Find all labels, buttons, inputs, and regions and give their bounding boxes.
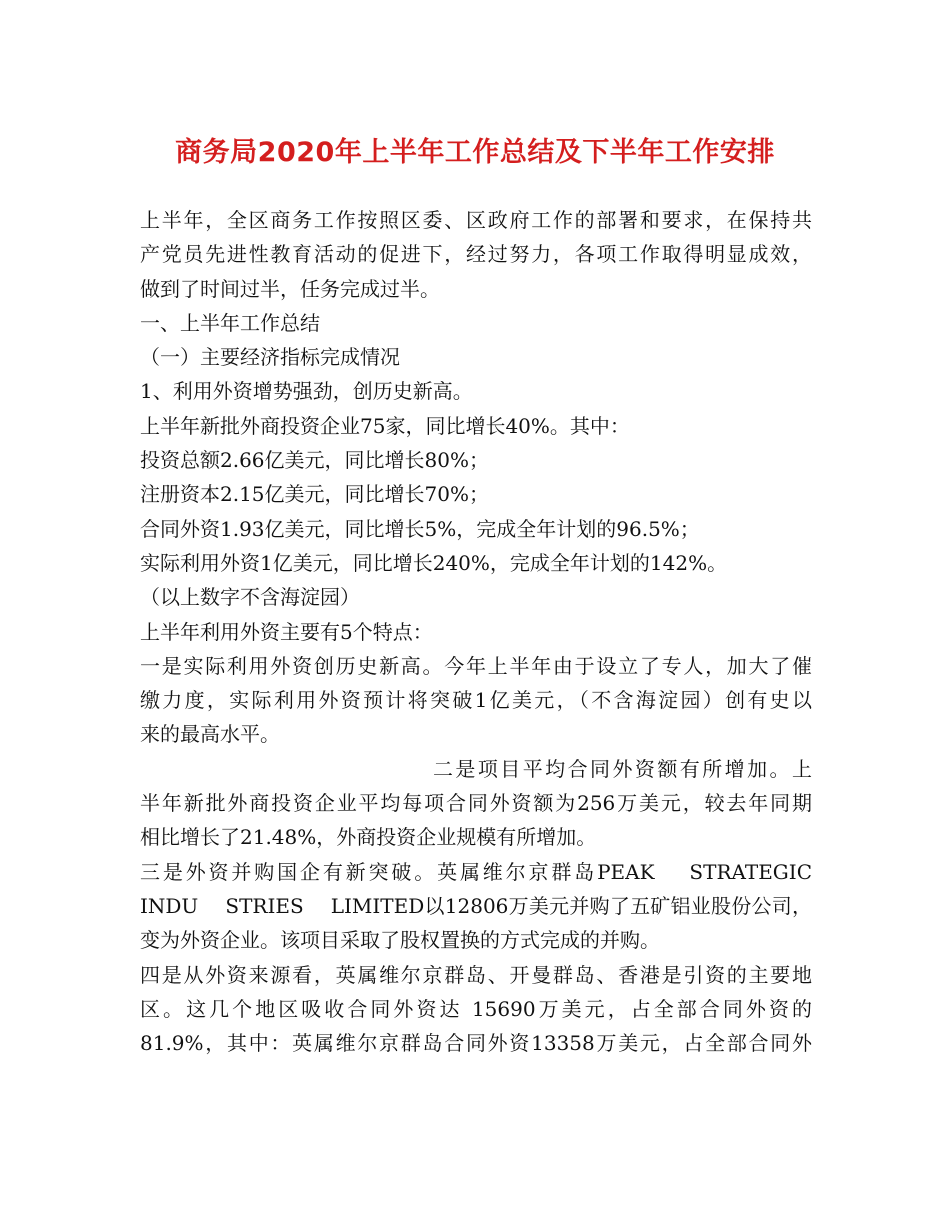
paragraph-line: 二是项目平均合同外资额有所增加。上 xyxy=(433,756,812,781)
paragraph-line: 半年新批外商投资企业平均每项合同外资额为256万美元，较去年同期 xyxy=(140,791,812,816)
paragraph-line: 变为外资企业。该项目采取了股权置换的方式完成的并购。 xyxy=(140,928,660,953)
paragraph-line: 上半年新批外商投资企业75家，同比增长40%。其中： xyxy=(140,413,630,438)
paragraph-line: 区。这几个地区吸收合同外资达 15690万美元，占全部合同外资的 xyxy=(140,996,812,1021)
paragraph-line: 做到了时间过半，任务完成过半。 xyxy=(140,276,440,301)
paragraph-line: （以上数字不含海淀园） xyxy=(140,585,360,610)
paragraph-line: 四是从外资来源看，英属维尔京群岛、开曼群岛、香港是引资的主要地 xyxy=(140,962,812,987)
paragraph-line: 三是外资并购国企有新突破。英属维尔京群岛PEAK STRATEGIC xyxy=(140,859,812,884)
paragraph-line: 实际利用外资1亿美元，同比增长240%，完成全年计划的142%。 xyxy=(140,550,728,575)
paragraph-line: 上半年利用外资主要有5个特点： xyxy=(140,619,433,644)
paragraph-line: 来的最高水平。 xyxy=(140,722,280,747)
paragraph-line: 81.9%，其中：英属维尔京群岛合同外资13358万美元，占全部合同外 xyxy=(140,1031,812,1056)
paragraph-line: 上半年，全区商务工作按照区委、区政府工作的部署和要求，在保持共 xyxy=(140,208,812,232)
document-title: 商务局2020年上半年工作总结及下半年工作安排 xyxy=(175,137,775,168)
subsection-heading: （一）主要经济指标完成情况 xyxy=(140,345,400,370)
paragraph-line: INDU STRIES LIMITED以12806万美元并购了五矿铝业股份公司， xyxy=(140,893,812,918)
document-body xyxy=(140,203,812,1060)
paragraph-line: 注册资本2.15亿美元，同比增长70%； xyxy=(140,482,489,507)
paragraph-line: 投资总额2.66亿美元，同比增长80%； xyxy=(140,448,489,473)
paragraph-line: 相比增长了21.48%，外商投资企业规模有所增加。 xyxy=(140,825,597,850)
paragraph-line: 合同外资1.93亿美元，同比增长5%，完成全年计划的96.5%； xyxy=(140,516,700,541)
paragraph-line: 缴力度，实际利用外资预计将突破1亿美元，（不含海淀园）创有史以 xyxy=(140,688,812,713)
paragraph-line: 产党员先进性教育活动的促进下，经过努力，各项工作取得明显成效， xyxy=(140,242,812,267)
section-heading: 一、上半年工作总结 xyxy=(140,310,320,335)
item-heading: 1、利用外资增势强劲，创历史新高。 xyxy=(140,379,473,404)
paragraph-line: 一是实际利用外资创历史新高。今年上半年由于设立了专人，加大了催 xyxy=(140,653,812,678)
